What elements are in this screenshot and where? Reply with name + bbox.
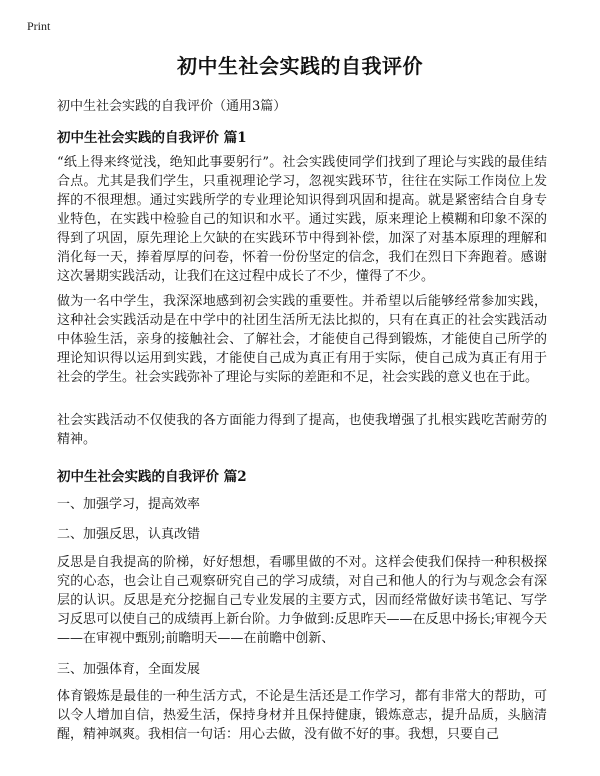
section1-paragraph-3: 社会实践活动不仅使我的各方面能力得到了提高，也使我增强了扎根实践吃苦耐劳的精神。 xyxy=(57,413,547,447)
section1-paragraph-2: 做为一名中学生，我深深地感到初会实践的重要性。并希望以后能够经常参加实践，这种社会实践活动是在中学中的社团生活所无法比拟的，只有在真正的社会实践活动中体验生活，亲身的接触社会、了解社会，才能使自己得到锻炼，才能使自己所学的理论知识得以运用到实践，才能使自己成为真正有用于实际，使自己成为真正有用于社会的学生。社会实践弥补了理论与实际的差距和不足，社会实践的意义也在于此。 xyxy=(57,294,547,385)
section2-item-1: 一、加强学习，提高效率 xyxy=(57,497,201,512)
section2-item-2: 二、加强反思，认真改错 xyxy=(57,527,201,542)
document-title: 初中生社会实践的自我评价 xyxy=(177,54,423,78)
section2-paragraph-1: 反思是自我提高的阶梯，好好想想，看哪里做的不对。这样会使我们保持一种积极探究的心态，也会让自己观察研究自己的学习成绩，对自己和他人的行为与观念会有深层的认识。反思是充分挖掘自己专业发展的主要方式，因而经常做好读书笔记、写学习反思可以使自己的成绩再上新台阶。力争做到:反思昨天——在反思中扬长;审视今天——在审视中甄别;前瞻明天——在前瞻中创新、 xyxy=(57,555,547,646)
section2-item-3: 三、加强体育，全面发展 xyxy=(57,662,201,677)
section2-heading: 初中生社会实践的自我评价 篇2 xyxy=(57,469,247,485)
section2-paragraph-2: 体育锻炼是最佳的一种生活方式，不论是生活还是工作学习，都有非常大的帮助，可以令人增加自信，热爱生活，保持身材并且保持健康，锻炼意志，提升品质，头脑清醒，精神飒爽。我相信一句话：用心去做，没有做不好的事。我想，只要自己 xyxy=(57,689,547,742)
print-label: Print xyxy=(27,19,51,33)
document-subtitle: 初中生社会实践的自我评价（通用3篇） xyxy=(57,99,287,114)
section1-heading: 初中生社会实践的自我评价 篇1 xyxy=(57,130,247,146)
section1-paragraph-1: “纸上得来终觉浅，绝知此事要躬行”。社会实践使同学们找到了理论与实践的最佳结合点。尤其是我们学生，只重视理论学习，忽视实践环节，往往在实际工作岗位上发挥的不很理想。通过实践所学的专业理论知识得到巩固和提高。就是紧密结合自身专业特色，在实践中检验自己的知识和水平。通过实践，原来理论上模糊和印象不深的得到了巩固，原先理论上欠缺的在实践环节中得到补偿，加深了对基本原理的理解和消化每一天，捧着厚厚的问卷，怀着一份份坚定的信念，我们在烈日下奔跑着。感谢这次暑期实践活动，让我们在这过程中成长了不少，懂得了不少。 xyxy=(57,155,547,284)
